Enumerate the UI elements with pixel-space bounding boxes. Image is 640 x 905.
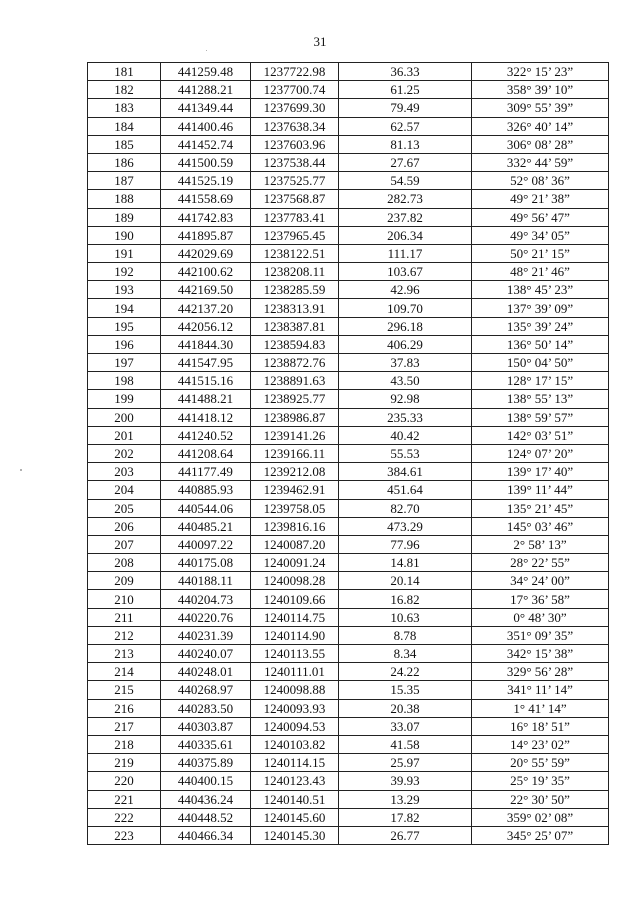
- y-coordinate-cell: 1239816.16: [251, 517, 339, 535]
- bearing-cell: 48° 21’ 46”: [472, 263, 609, 281]
- point-number-cell: 197: [88, 354, 161, 372]
- table-row: [88, 354, 609, 372]
- table-row: [88, 681, 609, 699]
- point-number-cell: 198: [88, 372, 161, 390]
- length-cell: 16.82: [339, 590, 472, 608]
- length-cell: 10.63: [339, 608, 472, 626]
- x-coordinate-cell: 441525.19: [161, 172, 251, 190]
- bearing-cell: 49° 56’ 47”: [472, 208, 609, 226]
- y-coordinate-cell: 1240114.75: [251, 608, 339, 626]
- point-number-cell: 212: [88, 626, 161, 644]
- point-number-cell: 191: [88, 244, 161, 262]
- x-coordinate-cell: 440485.21: [161, 517, 251, 535]
- length-cell: 61.25: [339, 81, 472, 99]
- x-coordinate-cell: 441418.12: [161, 408, 251, 426]
- point-number-cell: 216: [88, 699, 161, 717]
- y-coordinate-cell: 1239212.08: [251, 463, 339, 481]
- table-row: [88, 808, 609, 826]
- y-coordinate-cell: 1238872.76: [251, 354, 339, 372]
- bearing-cell: 142° 03’ 51”: [472, 426, 609, 444]
- length-cell: 103.67: [339, 263, 472, 281]
- point-number-cell: 213: [88, 645, 161, 663]
- length-cell: 282.73: [339, 190, 472, 208]
- bearing-cell: 341° 11’ 14”: [472, 681, 609, 699]
- table-row: [88, 717, 609, 735]
- x-coordinate-cell: 440303.87: [161, 717, 251, 735]
- point-number-cell: 208: [88, 554, 161, 572]
- y-coordinate-cell: 1239462.91: [251, 481, 339, 499]
- table-row: [88, 645, 609, 663]
- bearing-cell: 139° 11’ 44”: [472, 481, 609, 499]
- x-coordinate-cell: 440188.11: [161, 572, 251, 590]
- point-number-cell: 223: [88, 826, 161, 844]
- length-cell: 39.93: [339, 772, 472, 790]
- table-row: [88, 63, 609, 81]
- bearing-cell: 52° 08’ 36”: [472, 172, 609, 190]
- length-cell: 406.29: [339, 335, 472, 353]
- bearing-cell: 16° 18’ 51”: [472, 717, 609, 735]
- x-coordinate-cell: 440335.61: [161, 735, 251, 753]
- bearing-cell: 138° 55’ 13”: [472, 390, 609, 408]
- bearing-cell: 50° 21’ 15”: [472, 244, 609, 262]
- y-coordinate-cell: 1238313.91: [251, 299, 339, 317]
- x-coordinate-cell: 441488.21: [161, 390, 251, 408]
- point-number-cell: 186: [88, 153, 161, 171]
- length-cell: 451.64: [339, 481, 472, 499]
- bearing-cell: 2° 58’ 13”: [472, 535, 609, 553]
- x-coordinate-cell: 441500.59: [161, 153, 251, 171]
- length-cell: 41.58: [339, 735, 472, 753]
- point-number-cell: 181: [88, 63, 161, 81]
- y-coordinate-cell: 1240111.01: [251, 663, 339, 681]
- table-row: [88, 626, 609, 644]
- x-coordinate-cell: 440544.06: [161, 499, 251, 517]
- point-number-cell: 193: [88, 281, 161, 299]
- bearing-cell: 14° 23’ 02”: [472, 735, 609, 753]
- x-coordinate-cell: 440400.15: [161, 772, 251, 790]
- y-coordinate-cell: 1240114.15: [251, 754, 339, 772]
- table-row: [88, 299, 609, 317]
- length-cell: 25.97: [339, 754, 472, 772]
- x-coordinate-cell: 440231.39: [161, 626, 251, 644]
- y-coordinate-cell: 1240145.30: [251, 826, 339, 844]
- x-coordinate-cell: 441288.21: [161, 81, 251, 99]
- bearing-cell: 49° 21’ 38”: [472, 190, 609, 208]
- table-row: [88, 135, 609, 153]
- point-number-cell: 204: [88, 481, 161, 499]
- table-row: [88, 172, 609, 190]
- x-coordinate-cell: 440268.97: [161, 681, 251, 699]
- scan-speck: [206, 50, 207, 51]
- length-cell: 37.83: [339, 354, 472, 372]
- x-coordinate-cell: 441452.74: [161, 135, 251, 153]
- y-coordinate-cell: 1238122.51: [251, 244, 339, 262]
- length-cell: 26.77: [339, 826, 472, 844]
- table-row: [88, 226, 609, 244]
- table-row: [88, 772, 609, 790]
- length-cell: 8.78: [339, 626, 472, 644]
- length-cell: 79.49: [339, 99, 472, 117]
- bearing-cell: 345° 25’ 07”: [472, 826, 609, 844]
- point-number-cell: 187: [88, 172, 161, 190]
- table-row: [88, 263, 609, 281]
- y-coordinate-cell: 1237699.30: [251, 99, 339, 117]
- length-cell: 296.18: [339, 317, 472, 335]
- y-coordinate-cell: 1240098.28: [251, 572, 339, 590]
- bearing-cell: 135° 39’ 24”: [472, 317, 609, 335]
- x-coordinate-cell: 440220.76: [161, 608, 251, 626]
- point-number-cell: 196: [88, 335, 161, 353]
- table-row: [88, 190, 609, 208]
- x-coordinate-cell: 441259.48: [161, 63, 251, 81]
- y-coordinate-cell: 1237965.45: [251, 226, 339, 244]
- point-number-cell: 203: [88, 463, 161, 481]
- y-coordinate-cell: 1239166.11: [251, 444, 339, 462]
- point-number-cell: 201: [88, 426, 161, 444]
- y-coordinate-cell: 1240123.43: [251, 772, 339, 790]
- bearing-cell: 351° 09’ 35”: [472, 626, 609, 644]
- x-coordinate-cell: 442169.50: [161, 281, 251, 299]
- length-cell: 8.34: [339, 645, 472, 663]
- table-row: [88, 463, 609, 481]
- length-cell: 13.29: [339, 790, 472, 808]
- y-coordinate-cell: 1237700.74: [251, 81, 339, 99]
- length-cell: 235.33: [339, 408, 472, 426]
- length-cell: 14.81: [339, 554, 472, 572]
- point-number-cell: 183: [88, 99, 161, 117]
- point-number-cell: 194: [88, 299, 161, 317]
- length-cell: 206.34: [339, 226, 472, 244]
- table-row: [88, 572, 609, 590]
- table-row: [88, 99, 609, 117]
- y-coordinate-cell: 1240140.51: [251, 790, 339, 808]
- table-row: [88, 317, 609, 335]
- bearing-cell: 138° 59’ 57”: [472, 408, 609, 426]
- y-coordinate-cell: 1237538.44: [251, 153, 339, 171]
- bearing-cell: 332° 44’ 59”: [472, 153, 609, 171]
- length-cell: 36.33: [339, 63, 472, 81]
- point-number-cell: 188: [88, 190, 161, 208]
- x-coordinate-cell: 441844.30: [161, 335, 251, 353]
- bearing-cell: 49° 34’ 05”: [472, 226, 609, 244]
- point-number-cell: 218: [88, 735, 161, 753]
- table-row: [88, 408, 609, 426]
- page-number: 31: [313, 34, 327, 49]
- x-coordinate-cell: 441515.16: [161, 372, 251, 390]
- point-number-cell: 217: [88, 717, 161, 735]
- bearing-cell: 0° 48’ 30”: [472, 608, 609, 626]
- table-row: [88, 117, 609, 135]
- length-cell: 111.17: [339, 244, 472, 262]
- point-number-cell: 195: [88, 317, 161, 335]
- bearing-cell: 22° 30’ 50”: [472, 790, 609, 808]
- coordinates-table: [87, 62, 609, 845]
- table-row: [88, 444, 609, 462]
- y-coordinate-cell: 1240094.53: [251, 717, 339, 735]
- bearing-cell: 25° 19’ 35”: [472, 772, 609, 790]
- length-cell: 77.96: [339, 535, 472, 553]
- y-coordinate-cell: 1240114.90: [251, 626, 339, 644]
- y-coordinate-cell: 1238208.11: [251, 263, 339, 281]
- x-coordinate-cell: 440248.01: [161, 663, 251, 681]
- length-cell: 43.50: [339, 372, 472, 390]
- bearing-cell: 358° 39’ 10”: [472, 81, 609, 99]
- bearing-cell: 28° 22’ 55”: [472, 554, 609, 572]
- x-coordinate-cell: 441547.95: [161, 354, 251, 372]
- point-number-cell: 202: [88, 444, 161, 462]
- table-row: [88, 754, 609, 772]
- point-number-cell: 205: [88, 499, 161, 517]
- table-row: [88, 390, 609, 408]
- x-coordinate-cell: 442056.12: [161, 317, 251, 335]
- y-coordinate-cell: 1240098.88: [251, 681, 339, 699]
- x-coordinate-cell: 442137.20: [161, 299, 251, 317]
- x-coordinate-cell: 440240.07: [161, 645, 251, 663]
- bearing-cell: 306° 08’ 28”: [472, 135, 609, 153]
- bearing-cell: 326° 40’ 14”: [472, 117, 609, 135]
- x-coordinate-cell: 440885.93: [161, 481, 251, 499]
- y-coordinate-cell: 1238387.81: [251, 317, 339, 335]
- bearing-cell: 329° 56’ 28”: [472, 663, 609, 681]
- y-coordinate-cell: 1238925.77: [251, 390, 339, 408]
- bearing-cell: 322° 15’ 23”: [472, 63, 609, 81]
- table-row: [88, 499, 609, 517]
- y-coordinate-cell: 1240093.93: [251, 699, 339, 717]
- length-cell: 82.70: [339, 499, 472, 517]
- x-coordinate-cell: 441208.64: [161, 444, 251, 462]
- y-coordinate-cell: 1240103.82: [251, 735, 339, 753]
- length-cell: 20.14: [339, 572, 472, 590]
- point-number-cell: 189: [88, 208, 161, 226]
- length-cell: 237.82: [339, 208, 472, 226]
- table-row: [88, 535, 609, 553]
- table-row: [88, 481, 609, 499]
- y-coordinate-cell: 1238594.83: [251, 335, 339, 353]
- point-number-cell: 199: [88, 390, 161, 408]
- length-cell: 54.59: [339, 172, 472, 190]
- table-row: [88, 554, 609, 572]
- point-number-cell: 206: [88, 517, 161, 535]
- table-row: [88, 426, 609, 444]
- y-coordinate-cell: 1240109.66: [251, 590, 339, 608]
- point-number-cell: 185: [88, 135, 161, 153]
- point-number-cell: 219: [88, 754, 161, 772]
- y-coordinate-cell: 1239141.26: [251, 426, 339, 444]
- point-number-cell: 222: [88, 808, 161, 826]
- point-number-cell: 207: [88, 535, 161, 553]
- point-number-cell: 192: [88, 263, 161, 281]
- x-coordinate-cell: 442029.69: [161, 244, 251, 262]
- x-coordinate-cell: 440175.08: [161, 554, 251, 572]
- length-cell: 20.38: [339, 699, 472, 717]
- y-coordinate-cell: 1237783.41: [251, 208, 339, 226]
- bearing-cell: 309° 55’ 39”: [472, 99, 609, 117]
- x-coordinate-cell: 440436.24: [161, 790, 251, 808]
- x-coordinate-cell: 441177.49: [161, 463, 251, 481]
- length-cell: 473.29: [339, 517, 472, 535]
- point-number-cell: 184: [88, 117, 161, 135]
- table-row: [88, 372, 609, 390]
- bearing-cell: 139° 17’ 40”: [472, 463, 609, 481]
- table-row: [88, 608, 609, 626]
- y-coordinate-cell: 1239758.05: [251, 499, 339, 517]
- table-row: [88, 244, 609, 262]
- y-coordinate-cell: 1237638.34: [251, 117, 339, 135]
- bearing-cell: 150° 04’ 50”: [472, 354, 609, 372]
- point-number-cell: 200: [88, 408, 161, 426]
- bearing-cell: 20° 55’ 59”: [472, 754, 609, 772]
- bearing-cell: 17° 36’ 58”: [472, 590, 609, 608]
- point-number-cell: 210: [88, 590, 161, 608]
- point-number-cell: 209: [88, 572, 161, 590]
- x-coordinate-cell: 441742.83: [161, 208, 251, 226]
- table-row: [88, 81, 609, 99]
- x-coordinate-cell: 441558.69: [161, 190, 251, 208]
- table-row: [88, 517, 609, 535]
- y-coordinate-cell: 1240091.24: [251, 554, 339, 572]
- y-coordinate-cell: 1240145.60: [251, 808, 339, 826]
- x-coordinate-cell: 441895.87: [161, 226, 251, 244]
- y-coordinate-cell: 1237722.98: [251, 63, 339, 81]
- table-row: [88, 281, 609, 299]
- x-coordinate-cell: 441240.52: [161, 426, 251, 444]
- table-row: [88, 826, 609, 844]
- point-number-cell: 214: [88, 663, 161, 681]
- bearing-cell: 137° 39’ 09”: [472, 299, 609, 317]
- length-cell: 24.22: [339, 663, 472, 681]
- point-number-cell: 182: [88, 81, 161, 99]
- point-number-cell: 220: [88, 772, 161, 790]
- bearing-cell: 128° 17’ 15”: [472, 372, 609, 390]
- x-coordinate-cell: 441400.46: [161, 117, 251, 135]
- length-cell: 42.96: [339, 281, 472, 299]
- table-row: [88, 208, 609, 226]
- x-coordinate-cell: 440283.50: [161, 699, 251, 717]
- y-coordinate-cell: 1238891.63: [251, 372, 339, 390]
- y-coordinate-cell: 1237525.77: [251, 172, 339, 190]
- length-cell: 62.57: [339, 117, 472, 135]
- x-coordinate-cell: 440466.34: [161, 826, 251, 844]
- y-coordinate-cell: 1240113.55: [251, 645, 339, 663]
- x-coordinate-cell: 442100.62: [161, 263, 251, 281]
- length-cell: 27.67: [339, 153, 472, 171]
- bearing-cell: 124° 07’ 20”: [472, 444, 609, 462]
- length-cell: 17.82: [339, 808, 472, 826]
- bearing-cell: 34° 24’ 00”: [472, 572, 609, 590]
- bearing-cell: 136° 50’ 14”: [472, 335, 609, 353]
- length-cell: 92.98: [339, 390, 472, 408]
- length-cell: 55.53: [339, 444, 472, 462]
- bearing-cell: 342° 15’ 38”: [472, 645, 609, 663]
- y-coordinate-cell: 1237568.87: [251, 190, 339, 208]
- x-coordinate-cell: 441349.44: [161, 99, 251, 117]
- bearing-cell: 359° 02’ 08”: [472, 808, 609, 826]
- table-row: [88, 153, 609, 171]
- x-coordinate-cell: 440204.73: [161, 590, 251, 608]
- table-row: [88, 790, 609, 808]
- coordinates-table-body: [88, 63, 609, 845]
- x-coordinate-cell: 440097.22: [161, 535, 251, 553]
- y-coordinate-cell: 1238285.59: [251, 281, 339, 299]
- y-coordinate-cell: 1240087.20: [251, 535, 339, 553]
- length-cell: 81.13: [339, 135, 472, 153]
- table-row: [88, 735, 609, 753]
- table-row: [88, 699, 609, 717]
- point-number-cell: 211: [88, 608, 161, 626]
- length-cell: 384.61: [339, 463, 472, 481]
- point-number-cell: 221: [88, 790, 161, 808]
- length-cell: 40.42: [339, 426, 472, 444]
- length-cell: 33.07: [339, 717, 472, 735]
- x-coordinate-cell: 440448.52: [161, 808, 251, 826]
- table-row: [88, 335, 609, 353]
- point-number-cell: 215: [88, 681, 161, 699]
- table-row: [88, 590, 609, 608]
- length-cell: 109.70: [339, 299, 472, 317]
- x-coordinate-cell: 440375.89: [161, 754, 251, 772]
- scan-speck: [20, 469, 22, 471]
- bearing-cell: 138° 45’ 23”: [472, 281, 609, 299]
- bearing-cell: 1° 41’ 14”: [472, 699, 609, 717]
- y-coordinate-cell: 1238986.87: [251, 408, 339, 426]
- y-coordinate-cell: 1237603.96: [251, 135, 339, 153]
- point-number-cell: 190: [88, 226, 161, 244]
- bearing-cell: 135° 21’ 45”: [472, 499, 609, 517]
- table-row: [88, 663, 609, 681]
- length-cell: 15.35: [339, 681, 472, 699]
- bearing-cell: 145° 03’ 46”: [472, 517, 609, 535]
